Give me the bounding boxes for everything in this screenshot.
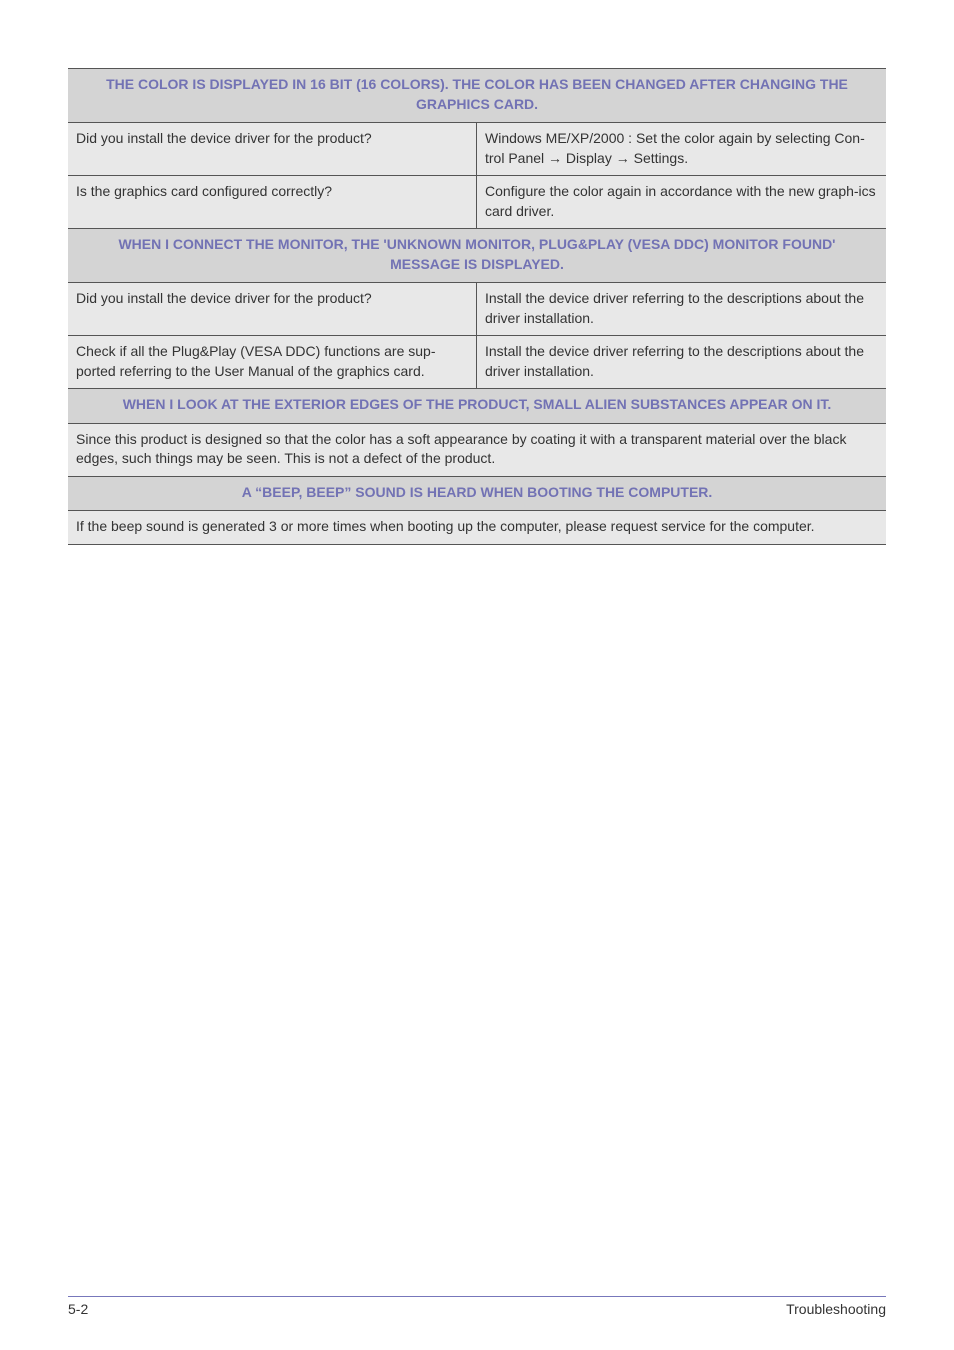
section-heading xyxy=(68,389,886,424)
answer-cell: Install the device driver referring to the descriptions about the driver installation. xyxy=(477,283,886,335)
answer-cell: Install the device driver referring to the descriptions about the driver installation. xyxy=(477,336,886,388)
section-heading-text: A “BEEP, BEEP” SOUND IS HEARD WHEN BOOTING THE COMPUTER. xyxy=(241,483,713,500)
answer-cell: Since this product is designed so that the color has a soft appearance by coating it with a transparent material over the black edges, such things may be seen. This is not a defect of the product. xyxy=(68,424,886,476)
answer-cell: If the beep sound is generated 3 or more times when booting up the computer, please request service for the computer. xyxy=(68,511,886,544)
footer-section-name: Troubleshooting xyxy=(786,1301,886,1317)
troubleshooting-table xyxy=(68,68,886,545)
table-row xyxy=(68,123,886,176)
question-cell: Is the graphics card configured correctly? xyxy=(68,176,477,228)
answer-cell: Windows ME/XP/2000 : Set the color again by selecting Con-trol Panel → Display → Settings. xyxy=(477,123,886,175)
section-heading-text: THE COLOR IS DISPLAYED IN 16 BIT (16 COLORS). THE COLOR HAS BEEN CHANGED AFTER CHANGING THE GRAPHICS CARD. xyxy=(106,76,848,112)
section-heading-text: WHEN I CONNECT THE MONITOR, THE 'UNKNOWN MONITOR, PLUG&PLAY (VESA DDC) MONITOR FOUND' MESSAGE IS DISPLAYED. xyxy=(118,236,836,272)
table-row xyxy=(68,424,886,477)
answer-cell: Configure the color again in accordance with the new graph-ics card driver. xyxy=(477,176,886,228)
table-row xyxy=(68,336,886,389)
footer-divider xyxy=(68,1296,886,1297)
section-heading xyxy=(68,69,886,123)
section-heading xyxy=(68,477,886,512)
question-cell: Did you install the device driver for the product? xyxy=(68,283,477,335)
page-number: 5-2 xyxy=(68,1301,89,1317)
table-row xyxy=(68,176,886,229)
table-row xyxy=(68,511,886,545)
table-row xyxy=(68,283,886,336)
question-cell: Did you install the device driver for the product? xyxy=(68,123,477,175)
question-cell: Check if all the Plug&Play (VESA DDC) functions are sup-ported referring to the User Manual of the graphics card. xyxy=(68,336,477,388)
section-heading xyxy=(68,229,886,283)
section-heading-text: WHEN I LOOK AT THE EXTERIOR EDGES OF THE PRODUCT, SMALL ALIEN SUBSTANCES APPEAR ON IT. xyxy=(122,396,832,412)
